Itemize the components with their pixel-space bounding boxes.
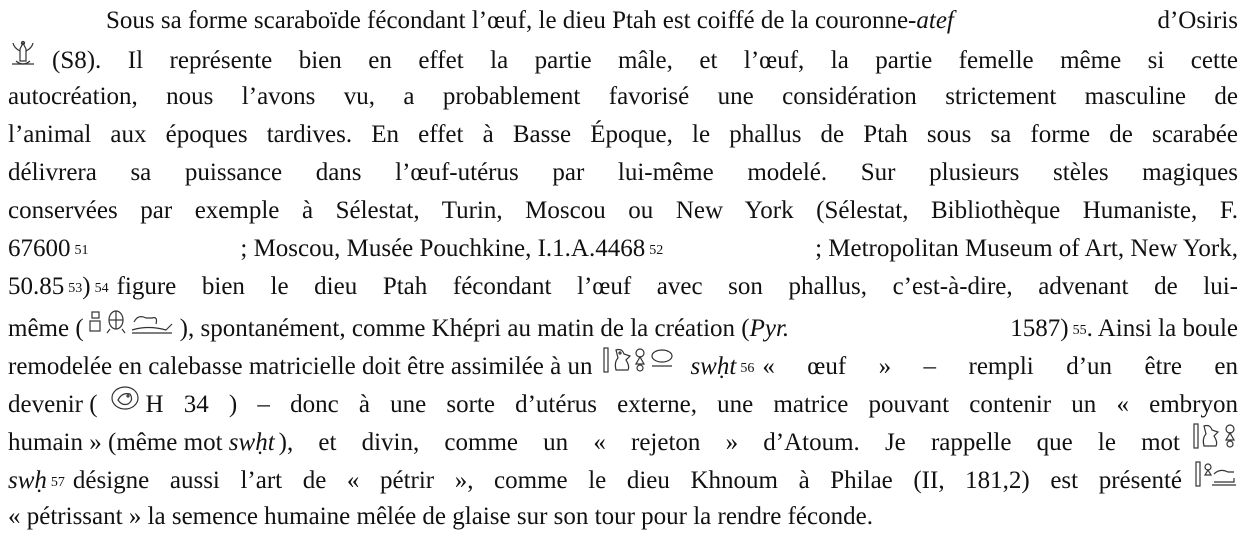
paragraph-line-8: 50.85 $^{53}$ ) $^{54}$ figure bien le dieu Ptah fécondant l’œuf avec son phallus, c’est-à-dire, advenant de lui- — [8, 273, 1238, 300]
atef-crown-hieroglyph-icon — [8, 40, 38, 68]
paragraph-line-11: devenir ( H 34 ) – donc à une sorte d’utérus externe, une matrice pouvant contenir un « embryon — [8, 384, 1238, 418]
swht-egg-hieroglyph-group-icon — [602, 346, 684, 374]
paragraph-line-4: l’animal aux époques tardives. En effet à Basse Époque, le phallus de Ptah sous sa forme de scarabée — [8, 121, 1238, 148]
paragraph-line-1: Sous sa forme scaraboïde fécondant l’œuf, le dieu Ptah est coiffé de la couronne- atef d’Osiris — [106, 7, 1238, 34]
paragraph-line-14: « pétrissant » la semence humaine mêlée de glaise sur son tour pour la rendre féconde. — [8, 503, 873, 530]
paragraph-line-7: 67600 $^{51}$ ; Moscou, Musée Pouchkine, I.1.A.4468 $^{52}$ ; Metropolitan Museum of Art, New York, — [8, 235, 1238, 262]
swh-hieroglyph-group-icon — [1192, 422, 1238, 450]
paragraph-line-5: délivrera sa puissance dans l’œuf-utérus par lui-même modelé. Sur plusieurs stèles magiques — [8, 159, 1238, 186]
paragraph-line-6: conservées par exemple à Sélestat, Turin, Moscou ou New York (Sélestat, Bibliothèque Humaniste, F. — [8, 197, 1238, 224]
kneading-hieroglyph-group-icon — [1194, 460, 1238, 488]
paragraph-line-3: autocréation, nous l’avons vu, a probablement favorisé une considération strictement masculine de — [8, 83, 1238, 110]
paragraph-line-2: (S8). Il représente bien en effet la partie mâle, et l’œuf, la partie femelle même si cette — [8, 40, 1238, 74]
egg-h34-hieroglyph-icon — [108, 384, 142, 412]
paragraph-line-13: swḥ $^{57}$ désigne aussi l’art de « pétrir », comme le dieu Khnoum à Philae (II, 181,2) est présenté — [8, 460, 1238, 494]
self-hieroglyph-group-icon — [86, 308, 178, 336]
paragraph-line-12: humain » (même mot swḥt ), et divin, comme un « rejeton » d’Atoum. Je rappelle que le mot — [8, 422, 1238, 456]
paragraph-line-10: remodelée en calebasse matricielle doit être assimilée à un swḥt $^{56}$ « œuf » – rempli d’un être en — [8, 346, 1238, 380]
paragraph-line-9: même ( ), spontanément, comme Khépri au matin de la création ( Pyr. 1587) $^{55}$ . Ainsi la boule — [8, 308, 1238, 342]
